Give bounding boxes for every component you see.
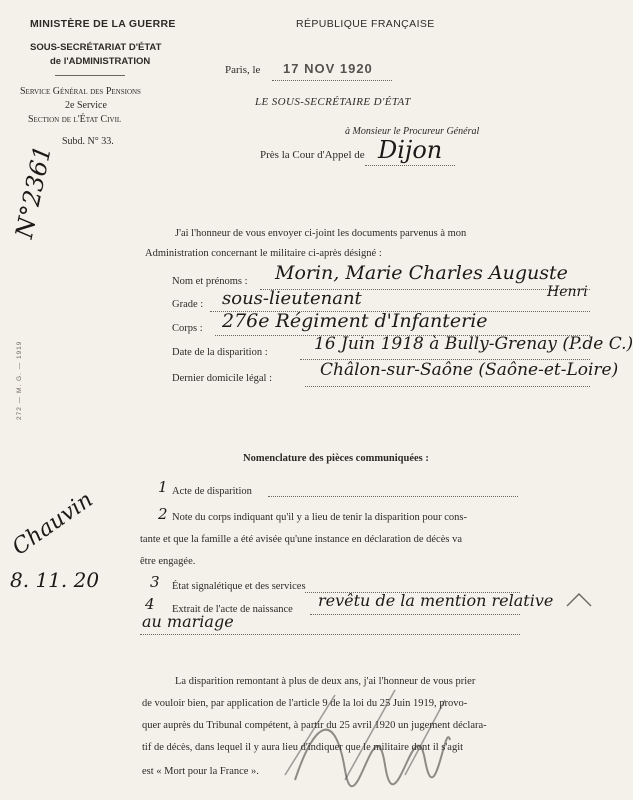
service-line1: Service Général des Pensions [20,86,141,97]
service-line3: Section de l'État Civil [28,114,122,125]
court-label: Près la Cour d'Appel de [260,149,365,161]
subsecretariat-line1: SOUS-SECRÉTARIAT D'ÉTAT [30,42,162,53]
item4-line1 [310,614,520,615]
item2-line1: Note du corps indiquant qu'il y a lieu de tenir la disparition pour cons- [172,512,467,523]
intro-line1: J'ai l'honneur de vous envoyer ci-joint les documents parvenus à mon [175,228,467,239]
date-stamp: 17 NOV 1920 [283,61,373,76]
subsecretariat-line2: de l'ADMINISTRATION [50,56,151,67]
file-number: N°2361 [10,142,57,241]
signatory: LE SOUS-SECRÉTAIRE D'ÉTAT [255,96,411,108]
field-grade-extra: Henri [547,284,588,300]
item3-text: État signalétique et des services [172,581,306,592]
item2-line3: être engagée. [140,556,196,567]
field-date-label: Date de la disparition : [172,347,268,358]
print-code: 272 — M. G. — 1919 [16,340,23,420]
field-grade-label: Grade : [172,299,204,310]
margin-name: Chauvin [8,487,98,561]
field-grade-value: sous-lieutenant [222,288,362,309]
closing-line4: tif de décès, dans lequel il y aura lieu d'indiquer que le militaire dont il s'agit [142,742,464,753]
item2-number: 2 [158,505,168,523]
recipient: à Monsieur le Procureur Général [345,126,480,137]
item2-line2: tante et que la famille a été avisée qu'une instance en déclaration de décès va [140,534,462,545]
margin-date: 8. 11. 20 [10,568,100,592]
service-line2: 2e Service [65,100,107,111]
intro-line2: Administration concernant le militaire ci-après désigné : [145,248,382,259]
ministry-title: MINISTÈRE DE LA GUERRE [30,18,176,30]
closing-line5: est « Mort pour la France ». [142,766,259,777]
signature-scribble [275,680,455,790]
field-corps-label: Corps : [172,323,203,334]
court-city: Dijon [378,136,443,164]
closing-line3: quer auprès du Tribunal compétent, à partir du 25 avril 1920 un jugement déclara- [142,720,487,731]
court-line [365,165,455,166]
closing-line1: La disparition remontant à plus de deux ans, j'ai l'honneur de vous prier [175,676,476,687]
field-domicile-line [305,386,590,387]
pencil-mark [565,590,595,610]
item4-handwriting-line1: revêtu de la mention relative [318,591,554,610]
subdivision: Subd. N° 33. [62,136,114,147]
field-name-value: Morin, Marie Charles Auguste [275,262,568,284]
nomenclature-title: Nomenclature des pièces communiquées : [243,453,429,464]
item4-number: 4 [145,595,155,613]
republic-title: RÉPUBLIQUE FRANÇAISE [296,18,435,30]
item1-line [268,496,518,497]
item4-handwriting-line2: au mariage [142,612,234,631]
item4-text: Extrait de l'acte de naissance [172,604,293,615]
field-domicile-label: Dernier domicile légal : [172,373,273,384]
item1-text: Acte de disparition [172,486,252,497]
date-line [272,80,392,81]
field-date-value: 16 Juin 1918 à Bully-Grenay (P.de C.) [314,334,633,354]
item3-number: 3 [150,573,160,591]
field-name-label: Nom et prénoms : [172,276,248,287]
item1-number: 1 [158,478,168,496]
item4-line2 [140,634,520,635]
field-corps-value: 276e Régiment d'Infanterie [222,310,488,332]
header-divider [55,75,125,76]
field-domicile-value: Châlon-sur-Saône (Saône-et-Loire) [320,360,619,380]
closing-line2: de vouloir bien, par application de l'article 9 de la loi du 25 Juin 1919, provo- [142,698,468,709]
place-label: Paris, le [225,64,261,76]
